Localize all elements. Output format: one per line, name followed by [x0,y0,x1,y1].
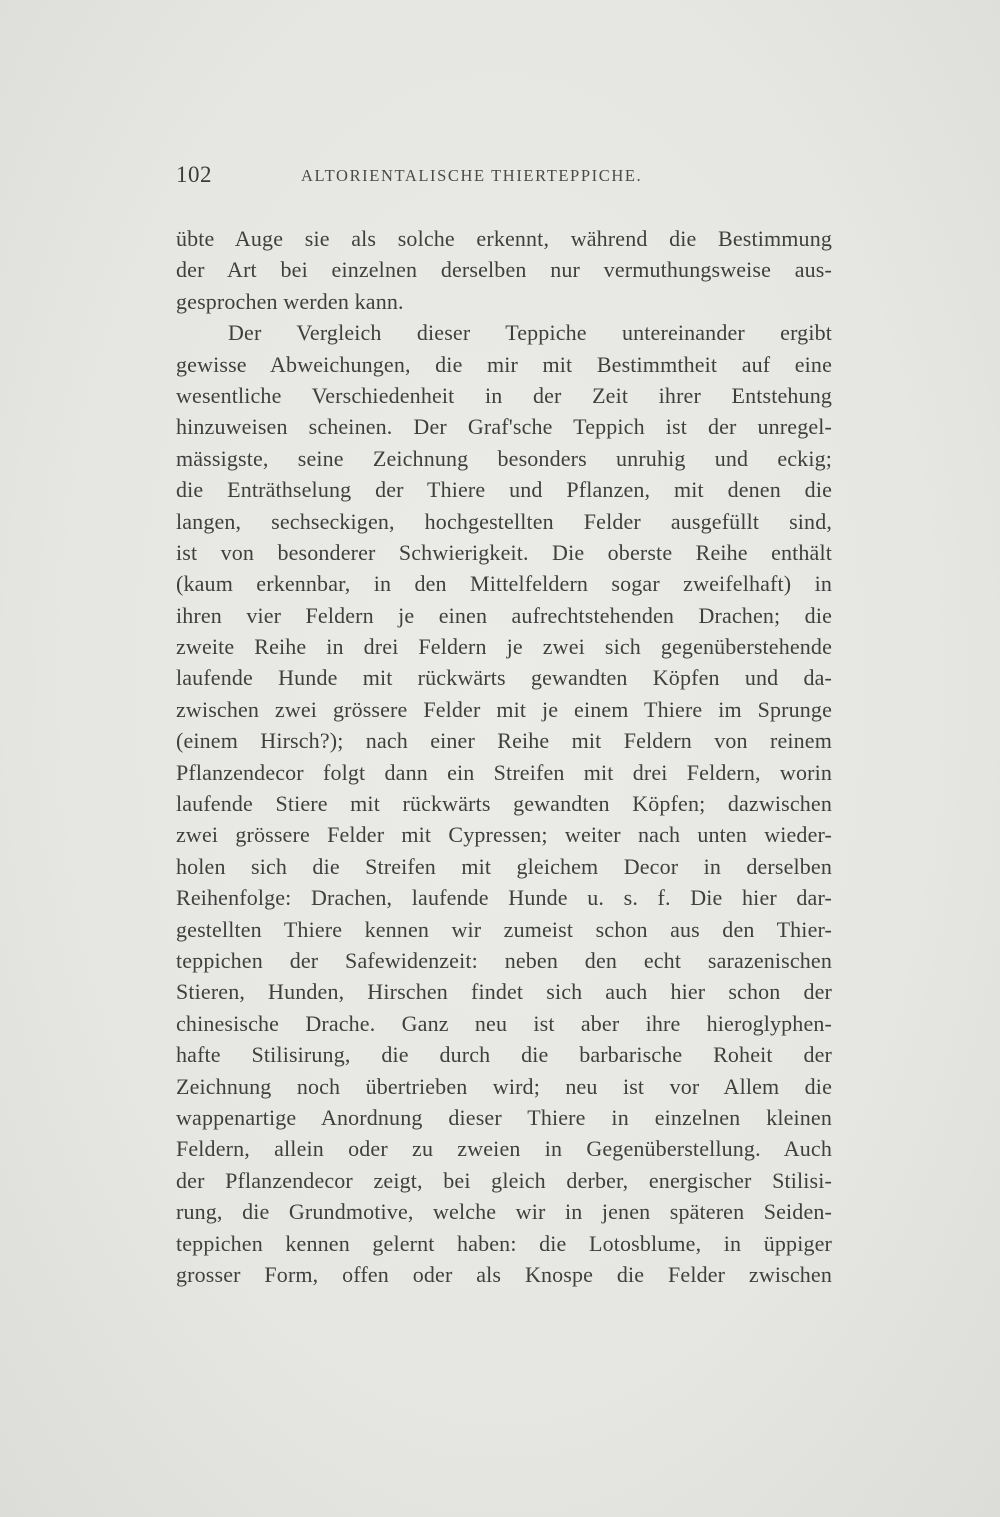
text-line: laufende Stiere mit rückwärts gewandten Köpfen; dazwischen [176,791,832,817]
text-line: gewisse Abweichungen, die mir mit Bestimmtheit auf eine [176,351,832,377]
page-header [176,162,832,196]
text-line: holen sich die Streifen mit gleichem Decor in derselben [176,853,832,879]
text-line: der Art bei einzelnen derselben nur vermuthungsweise aus- [176,257,832,283]
text-line: mässigste, seine Zeichnung besonders unruhig und eckig; [176,445,832,471]
body-text [176,223,832,1290]
text-line: Zeichnung noch übertrieben wird; neu ist vor Allem die [176,1073,832,1099]
text-line: zweite Reihe in drei Feldern je zwei sich gegenüberstehende [176,634,832,660]
text-line: gestellten Thiere kennen wir zumeist schon aus den Thier- [176,916,832,942]
text-line: hinzuweisen scheinen. Der Graf'sche Teppich ist der unregel- [176,414,832,440]
text-line: laufende Hunde mit rückwärts gewandten Köpfen und da- [176,665,832,691]
text-line: langen, sechseckigen, hochgestellten Felder ausgefüllt sind, [176,508,832,534]
text-line: wappenartige Anordnung dieser Thiere in einzelnen kleinen [176,1104,832,1130]
text-line: (einem Hirsch?); nach einer Reihe mit Feldern von reinem [176,728,832,754]
text-line: Stieren, Hunden, Hirschen findet sich auch hier schon der [176,979,832,1005]
text-line: zwischen zwei grössere Felder mit je einem Thiere im Sprunge [176,696,832,722]
text-line: grosser Form, offen oder als Knospe die Felder zwischen [176,1261,832,1287]
text-line: wesentliche Verschiedenheit in der Zeit ihrer Entstehung [176,382,832,408]
text-line: (kaum erkennbar, in den Mittelfeldern sogar zweifelhaft) in [176,571,832,597]
text-line: die Enträthselung der Thiere und Pflanzen, mit denen die [176,477,832,503]
page-number: 102 [176,162,212,187]
text-line: Feldern, allein oder zu zweien in Gegenüberstellung. Auch [176,1136,832,1162]
text-line: ihren vier Feldern je einen aufrechtstehenden Drachen; die [176,602,832,628]
text-line: hafte Stilisirung, die durch die barbarische Roheit der [176,1042,832,1068]
text-line: Reihenfolge: Drachen, laufende Hunde u. s. f. Die hier dar- [176,885,832,911]
text-line: chinesische Drache. Ganz neu ist aber ihre hieroglyphen- [176,1010,832,1036]
text-line: übte Auge sie als solche erkennt, während die Bestimmung [176,226,832,251]
text-line: teppichen der Safewidenzeit: neben den echt sarazenischen [176,947,832,973]
text-line: Pflanzendecor folgt dann ein Streifen mit drei Feldern, worin [176,759,832,785]
text-line: gesprochen werden kann. [176,288,404,314]
running-head: ALTORIENTALISCHE THIERTEPPICHE. [301,166,643,185]
text-line: Der Vergleich dieser Teppiche untereinander ergibt [228,320,832,346]
text-line: rung, die Grundmotive, welche wir in jenen späteren Seiden- [176,1199,832,1225]
text-line: der Pflanzendecor zeigt, bei gleich derber, energischer Stilisi- [176,1167,832,1193]
text-line: zwei grössere Felder mit Cypressen; weiter nach unten wieder- [176,822,832,848]
text-line: ist von besonderer Schwierigkeit. Die oberste Reihe enthält [176,539,832,565]
text-line: teppichen kennen gelernt haben: die Lotosblume, in üppiger [176,1230,832,1256]
